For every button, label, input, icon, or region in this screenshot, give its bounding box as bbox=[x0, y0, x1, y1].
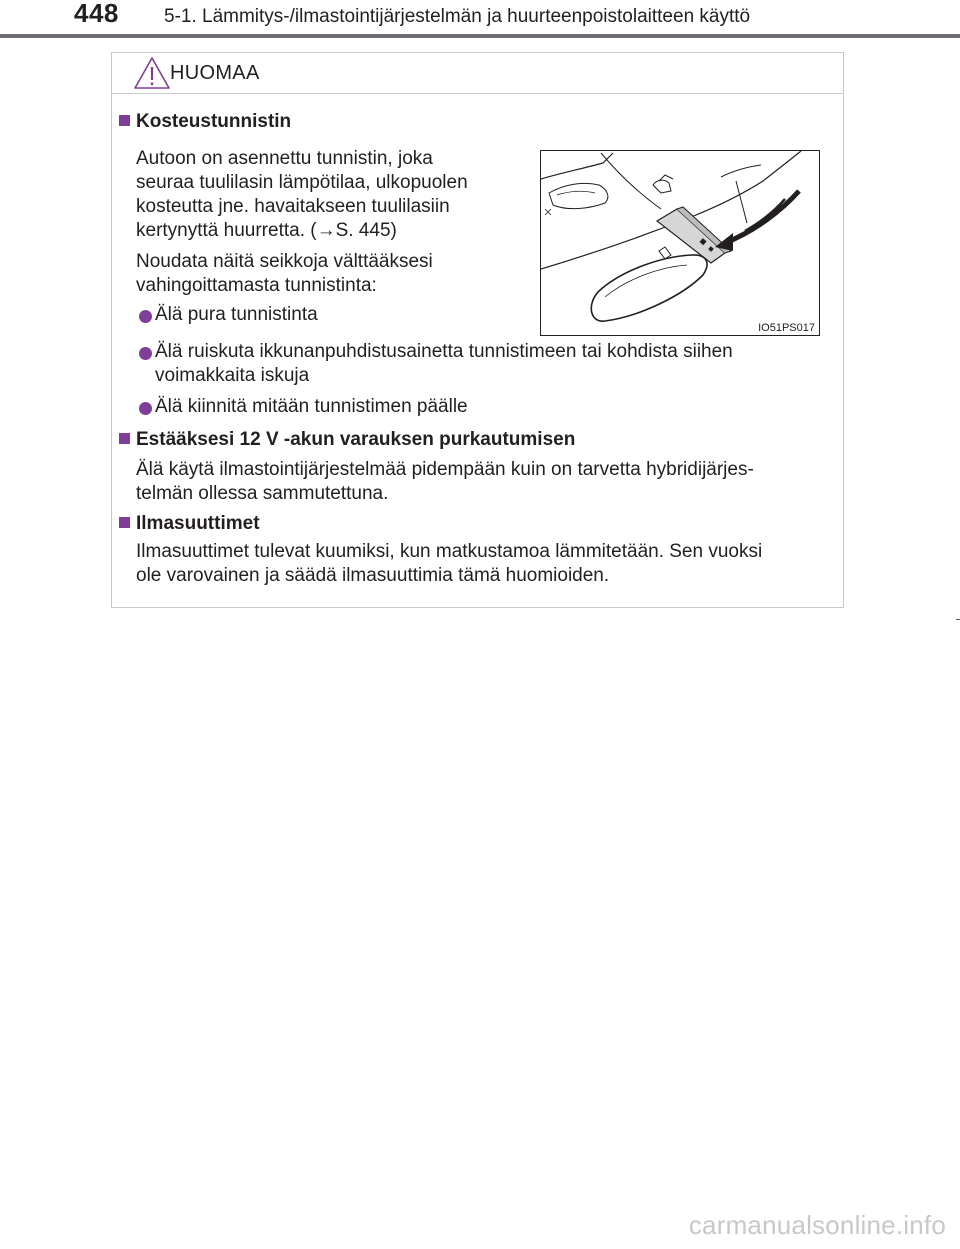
bullet-do-not-disassemble bbox=[155, 303, 515, 327]
section-bullet-square bbox=[119, 115, 130, 126]
section-heading-air-vents: Ilmasuuttimet bbox=[136, 513, 260, 534]
section-heading-battery-discharge: Estääksesi 12 V -akun varauksen purkautumisen bbox=[136, 429, 576, 450]
windshield-sensor-illustration bbox=[541, 151, 819, 335]
text-line: Autoon on asennettu tunnistin, joka bbox=[136, 148, 433, 169]
bullet-dot bbox=[139, 347, 152, 360]
paragraph-sensor-description bbox=[136, 147, 516, 243]
sensor-location-figure bbox=[540, 150, 820, 336]
text-line: kosteutta jne. havaitakseen tuulilasiin bbox=[136, 196, 450, 217]
text-line: Ilmasuuttimet tulevat kuumiksi, kun matkustamoa lämmitetään. Sen vuoksi bbox=[136, 541, 763, 562]
bullet-do-not-spray bbox=[155, 340, 835, 388]
paragraph-battery-discharge bbox=[136, 458, 828, 506]
section-title: 5-1. Lämmitys-/ilmastointijärjestelmän ja huurteenpoistolaitteen käyttö bbox=[164, 6, 751, 27]
text-line: ole varovainen ja säädä ilmasuuttimia tämä huomioiden. bbox=[136, 565, 610, 586]
watermark: carmanualsonline.info bbox=[688, 1210, 946, 1240]
text-line: vahingoittamasta tunnistinta: bbox=[136, 275, 377, 296]
notice-box bbox=[111, 52, 844, 608]
text-line: Noudata näitä seikkoja välttääksesi bbox=[136, 251, 433, 272]
text-line: voimakkaita iskuja bbox=[155, 365, 310, 386]
notice-title: HUOMAA bbox=[170, 62, 260, 84]
page-edge-mark bbox=[956, 619, 960, 620]
text-line: telmän ollessa sammutettuna. bbox=[136, 483, 389, 504]
bullet-dot bbox=[139, 402, 152, 415]
page-number: 448 bbox=[74, 0, 119, 28]
header-rule bbox=[0, 34, 960, 38]
warning-triangle-icon bbox=[133, 56, 171, 90]
text-line: seuraa tuulilasin lämpötilaa, ulkopuolen bbox=[136, 172, 468, 193]
text-line: Älä käytä ilmastointijärjestelmää pidempään kuin on tarvetta hybridijärjes- bbox=[136, 459, 754, 480]
text-line: Älä ruiskuta ikkunanpuhdistusainetta tunnistimeen tai kohdista siihen bbox=[155, 341, 733, 362]
notice-header bbox=[112, 53, 843, 94]
bullet-do-not-attach bbox=[155, 395, 835, 419]
paragraph-sensor-instructions bbox=[136, 250, 516, 298]
bullet-dot bbox=[139, 310, 152, 323]
section-bullet-square bbox=[119, 433, 130, 444]
figure-code: IO51PS017 bbox=[758, 322, 815, 334]
section-heading-humidity-sensor: Kosteustunnistin bbox=[136, 111, 292, 132]
text-line: Älä pura tunnistinta bbox=[155, 304, 318, 325]
page-header bbox=[0, 0, 960, 40]
section-bullet-square bbox=[119, 517, 130, 528]
paragraph-air-vents bbox=[136, 540, 828, 588]
text-line: Älä kiinnitä mitään tunnistimen päälle bbox=[155, 396, 468, 417]
text-line-with-reference: kertynyttä huurretta. (→S. 445) bbox=[136, 220, 397, 241]
